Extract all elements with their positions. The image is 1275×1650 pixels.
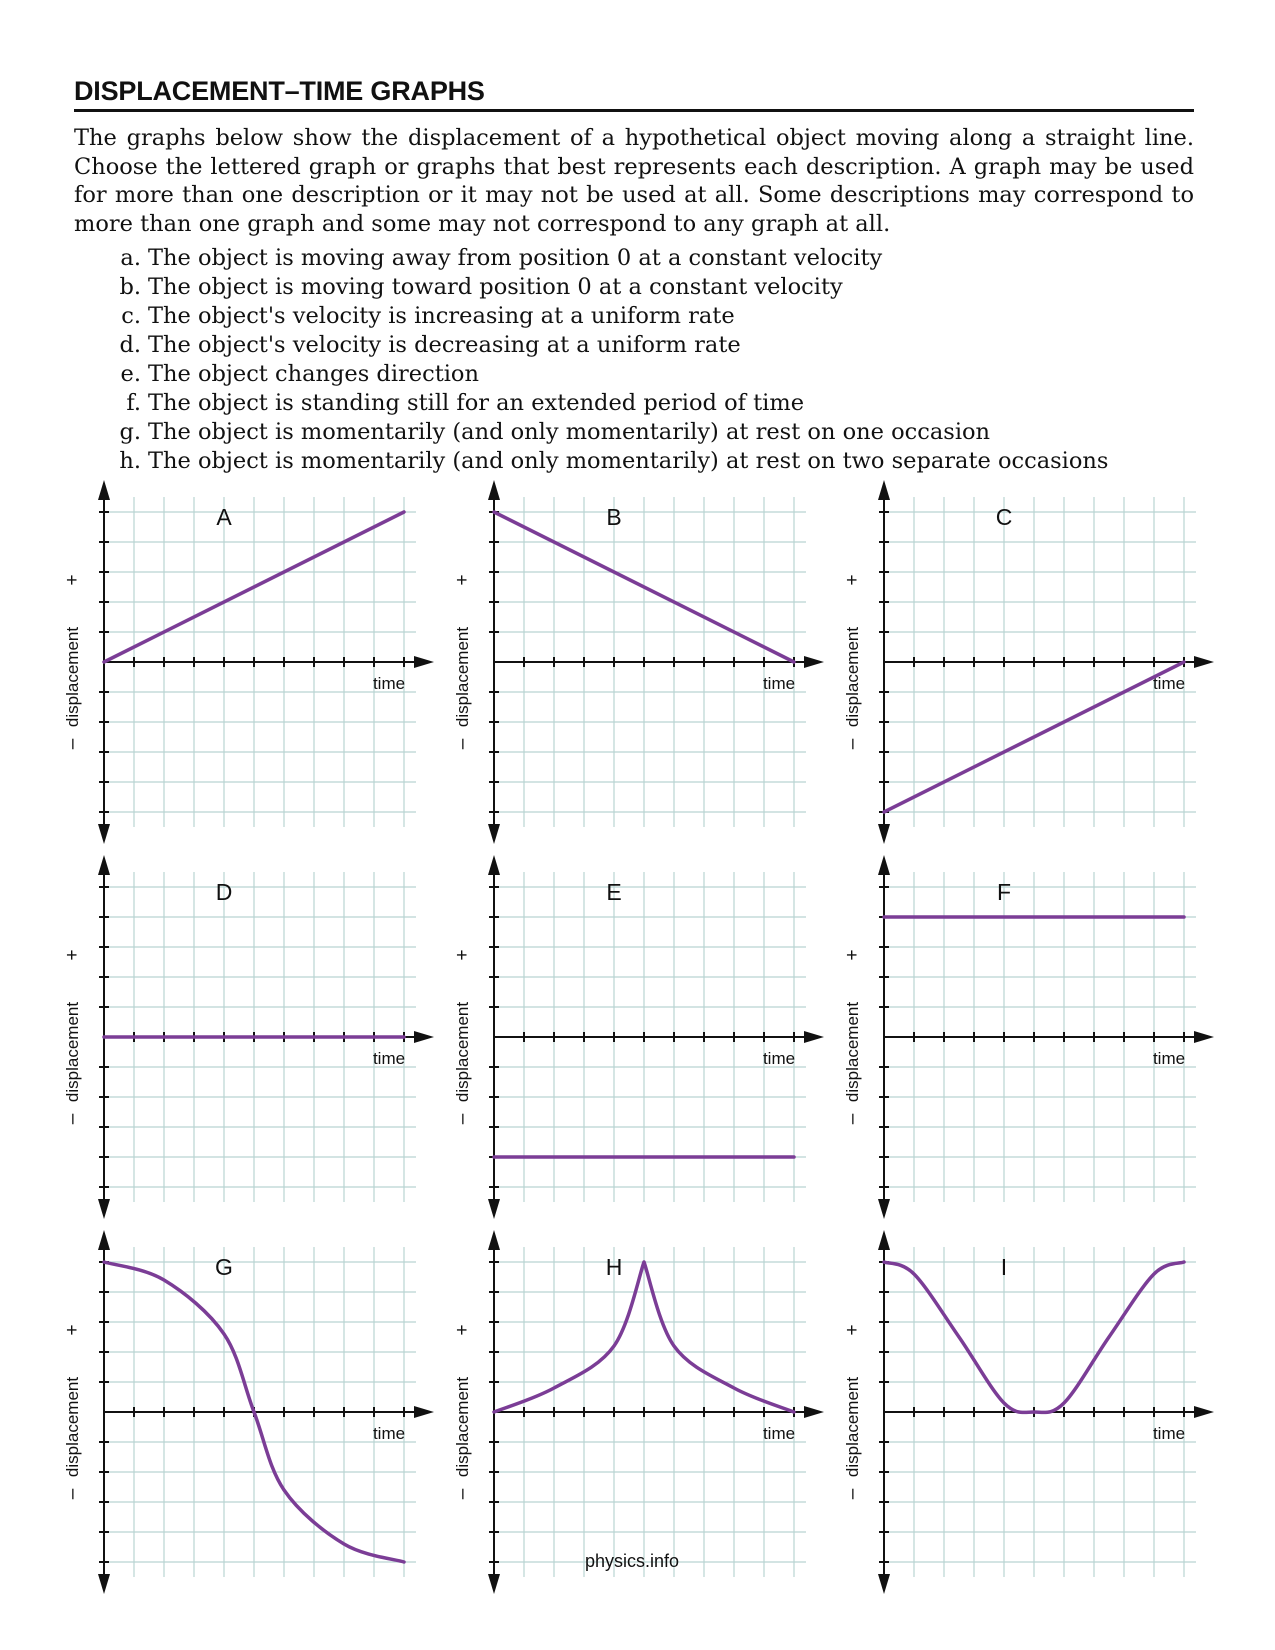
description-text: The object's velocity is increasing at a uniform rate (148, 303, 735, 329)
y-axis-up-arrow-icon (488, 1230, 500, 1250)
x-axis-arrow-icon (414, 1031, 434, 1043)
description-letter: h. (119, 448, 141, 474)
x-axis-arrow-icon (414, 656, 434, 668)
y-axis-down-arrow-icon (878, 1574, 890, 1594)
graph-letter-label: A (216, 504, 232, 530)
y-axis-up-arrow-icon (98, 480, 110, 500)
graph-letter-label: D (215, 879, 233, 905)
graph-letter-label: B (606, 504, 622, 530)
negative-sign-label: – (452, 1488, 473, 1500)
negative-sign-label: – (62, 1488, 83, 1500)
description-letter: c. (121, 303, 141, 329)
graph-c (842, 480, 1214, 844)
y-axis-down-arrow-icon (98, 1199, 110, 1219)
description-text: The object is moving away from position 0 at a constant velocity (148, 245, 883, 271)
x-axis-arrow-icon (804, 656, 824, 668)
instructions-paragraph: The graphs below show the displacement of a hypothetical object moving along a straight line. Choose the lettered graph or graphs that best represents each description. A graph may be used for more than one description or it may not be used at all. Some descriptions may correspond to more than one graph and some may not correspond to any graph at all. (74, 125, 1194, 237)
y-axis-up-arrow-icon (878, 855, 890, 875)
positive-sign-label: + (62, 949, 83, 961)
y-axis-label: displacement (63, 1376, 82, 1478)
positive-sign-label: + (452, 949, 473, 961)
y-axis-down-arrow-icon (488, 1199, 500, 1219)
description-text: The object is momentarily (and only momentarily) at rest on two separate occasions (148, 448, 1109, 474)
description-letter: b. (119, 274, 141, 300)
graph-i (842, 1230, 1214, 1594)
graph-f (842, 855, 1214, 1219)
x-axis-label: time (1152, 674, 1186, 693)
x-axis-arrow-icon (414, 1406, 434, 1418)
x-axis-label: time (372, 674, 406, 693)
negative-sign-label: – (452, 738, 473, 750)
y-axis-label: displacement (453, 626, 472, 728)
y-axis-up-arrow-icon (878, 480, 890, 500)
x-axis-arrow-icon (804, 1406, 824, 1418)
description-text: The object's velocity is decreasing at a uniform rate (148, 332, 741, 358)
negative-sign-label: – (842, 1488, 863, 1500)
description-letter: d. (119, 332, 141, 358)
description-text: The object changes direction (148, 361, 479, 387)
x-axis-arrow-icon (1194, 656, 1214, 668)
x-axis-label: time (372, 1424, 406, 1443)
graph-letter-label: G (215, 1254, 233, 1280)
graph-b (452, 480, 824, 844)
x-axis-label: time (1152, 1424, 1186, 1443)
graph-letter-label: C (995, 504, 1013, 530)
negative-sign-label: – (452, 1113, 473, 1125)
y-axis-label: displacement (843, 1001, 862, 1103)
graph-h (452, 1230, 824, 1594)
page-title: DISPLACEMENT–TIME GRAPHS (74, 76, 1194, 112)
y-axis-up-arrow-icon (488, 480, 500, 500)
y-axis-down-arrow-icon (878, 1199, 890, 1219)
y-axis-label: displacement (453, 1001, 472, 1103)
graph-a (62, 480, 434, 844)
x-axis-label: time (1152, 1049, 1186, 1068)
graph-g (62, 1230, 434, 1594)
negative-sign-label: – (62, 1113, 83, 1125)
description-letter: f. (126, 390, 141, 416)
description-letter: a. (120, 245, 141, 271)
graph-letter-label: H (605, 1254, 623, 1280)
graph-letter-label: I (1000, 1254, 1008, 1280)
positive-sign-label: + (62, 1324, 83, 1336)
graph-letter-label: E (606, 879, 622, 905)
y-axis-up-arrow-icon (488, 855, 500, 875)
graph-letter-label: F (996, 879, 1012, 905)
description-text: The object is standing still for an extended period of time (148, 390, 805, 416)
x-axis-arrow-icon (804, 1031, 824, 1043)
y-axis-label: displacement (843, 1376, 862, 1478)
positive-sign-label: + (452, 574, 473, 586)
y-axis-down-arrow-icon (98, 1574, 110, 1594)
graph-e (452, 855, 824, 1219)
x-axis-label: time (762, 674, 796, 693)
positive-sign-label: + (62, 574, 83, 586)
y-axis-up-arrow-icon (98, 1230, 110, 1250)
credit-text: physics.info (585, 1551, 680, 1571)
y-axis-label: displacement (63, 1001, 82, 1103)
y-axis-down-arrow-icon (488, 1574, 500, 1594)
y-axis-label: displacement (453, 1376, 472, 1478)
y-axis-down-arrow-icon (98, 824, 110, 844)
x-axis-label: time (762, 1049, 796, 1068)
description-text: The object is momentarily (and only momentarily) at rest on one occasion (148, 419, 991, 445)
y-axis-up-arrow-icon (878, 1230, 890, 1250)
x-axis-arrow-icon (1194, 1031, 1214, 1043)
description-letter: g. (119, 419, 141, 445)
positive-sign-label: + (842, 949, 863, 961)
positive-sign-label: + (842, 574, 863, 586)
y-axis-down-arrow-icon (878, 824, 890, 844)
y-axis-label: displacement (843, 626, 862, 728)
graph-d (62, 855, 434, 1219)
negative-sign-label: – (842, 738, 863, 750)
negative-sign-label: – (62, 738, 83, 750)
description-letter: e. (120, 361, 141, 387)
positive-sign-label: + (452, 1324, 473, 1336)
positive-sign-label: + (842, 1324, 863, 1336)
x-axis-arrow-icon (1194, 1406, 1214, 1418)
x-axis-label: time (762, 1424, 796, 1443)
y-axis-down-arrow-icon (488, 824, 500, 844)
x-axis-label: time (372, 1049, 406, 1068)
y-axis-label: displacement (63, 626, 82, 728)
negative-sign-label: – (842, 1113, 863, 1125)
y-axis-up-arrow-icon (98, 855, 110, 875)
description-text: The object is moving toward position 0 at a constant velocity (148, 274, 843, 300)
